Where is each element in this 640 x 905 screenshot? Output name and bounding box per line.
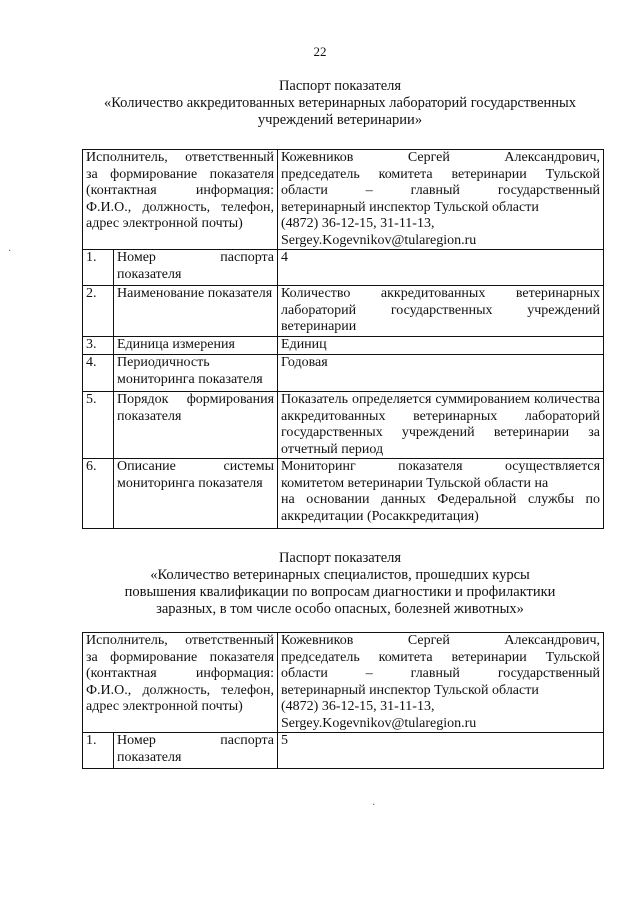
responsible-label-cell — [83, 150, 278, 250]
passport-2-title-line: Паспорт показателя — [278, 550, 402, 566]
row-number: 1. — [83, 733, 114, 769]
row-value: 4 — [278, 250, 604, 286]
responsible-label-line: (контактная информация: — [86, 183, 275, 198]
row-number: 3. — [83, 337, 114, 355]
table-row — [83, 250, 604, 286]
scan-speck: · — [372, 800, 376, 811]
table-row — [83, 733, 604, 769]
table-row — [83, 633, 604, 733]
responsible-value-line: Кожевников Сергей Александрович, — [281, 150, 601, 165]
responsible-value-line: области – главный государственный — [281, 183, 601, 198]
passport-2-title-line: заразных, в том числе особо опасных, болезней животных» — [156, 601, 524, 617]
row-value: Количество аккредитованных ветеринарных лабораторий государственных учреждений ветеринарии — [278, 286, 604, 337]
passport-2-table — [82, 632, 604, 769]
responsible-label-line: за формирование показателя — [86, 166, 275, 182]
responsible-value-line: ветеринарный инспектор Тульской области — [281, 682, 539, 698]
passport-2-title — [60, 550, 620, 618]
table-row — [83, 459, 604, 529]
passport-1-title-line: Паспорт показателя — [278, 78, 402, 94]
row-value: 5 — [278, 733, 604, 769]
responsible-value-line: (4872) 36-12-15, 31-11-13, — [281, 699, 435, 714]
row-label: Наименование показателя — [114, 286, 278, 337]
row-label: Единица измерения — [114, 337, 278, 355]
scan-speck: · — [8, 246, 12, 257]
responsible-label-line: Исполнитель, ответственный — [86, 633, 275, 648]
responsible-value-cell — [278, 150, 604, 250]
row-label: Номер паспорта показателя — [114, 733, 278, 769]
row-label: Номер паспорта показателя — [114, 250, 278, 286]
responsible-value-line: председатель комитета ветеринарии Тульской — [281, 166, 601, 182]
row-value-line: аккредитации (Росаккредитация) — [281, 508, 479, 524]
table-row — [83, 337, 604, 355]
table-row — [83, 392, 604, 459]
row-value: Показатель определяется суммированием количества аккредитованных ветеринарных лабораторий государственных учреждений ветеринарии за отчетный период — [278, 392, 604, 459]
responsible-label-line: Исполнитель, ответственный — [86, 150, 275, 165]
table-row — [83, 286, 604, 337]
responsible-value-line: председатель комитета ветеринарии Тульской — [281, 649, 601, 665]
passport-2-title-line: повышения квалификации по вопросам диагностики и профилактики — [124, 584, 556, 600]
responsible-label-line: адрес электронной почты) — [86, 216, 243, 231]
responsible-value-line: ветеринарный инспектор Тульской области — [281, 199, 539, 215]
row-value: Годовая — [278, 355, 604, 392]
row-value-line: комитетом ветеринарии Тульской области на — [281, 475, 549, 491]
row-number: 5. — [83, 392, 114, 459]
passport-1-title-line: учреждений ветеринарии» — [257, 112, 423, 128]
responsible-label-line: адрес электронной почты) — [86, 699, 243, 714]
row-number: 2. — [83, 286, 114, 337]
responsible-label-cell — [83, 633, 278, 733]
passport-1-table — [82, 149, 604, 529]
responsible-value-line: области – главный государственный — [281, 666, 601, 681]
row-number: 1. — [83, 250, 114, 286]
passport-2-title-line: «Количество ветеринарных специалистов, прошедших курсы — [150, 567, 530, 583]
row-label: Описание системы мониторинга показателя — [114, 459, 278, 529]
responsible-value-cell — [278, 633, 604, 733]
row-label: Порядок формирования показателя — [114, 392, 278, 459]
responsible-label-line: за формирование показателя — [86, 649, 275, 665]
responsible-value-line: Кожевников Сергей Александрович, — [281, 633, 601, 648]
row-number: 4. — [83, 355, 114, 392]
table-row — [83, 355, 604, 392]
page-number: 22 — [313, 44, 327, 59]
row-number: 6. — [83, 459, 114, 529]
passport-1-title — [60, 78, 620, 129]
row-value-line: Мониторинг показателя осуществляется — [281, 459, 601, 474]
passport-1-title-line: «Количество аккредитованных ветеринарных лабораторий государственных — [103, 95, 577, 111]
row-value-cell — [278, 459, 604, 529]
responsible-label-line: Ф.И.О., должность, телефон, — [86, 682, 275, 698]
row-value: Единиц — [278, 337, 604, 355]
responsible-label-line: Ф.И.О., должность, телефон, — [86, 199, 275, 215]
responsible-value-line: (4872) 36-12-15, 31-11-13, — [281, 216, 435, 231]
table-row — [83, 150, 604, 250]
responsible-label-line: (контактная информация: — [86, 666, 275, 681]
row-label: Периодичность мониторинга показателя — [114, 355, 278, 392]
row-value-line: на основании данных Федеральной службы по — [281, 492, 601, 507]
email-link[interactable]: Sergey.Kogevnikov@tularegion.ru — [281, 232, 477, 248]
email-link[interactable]: Sergey.Kogevnikov@tularegion.ru — [281, 715, 477, 731]
